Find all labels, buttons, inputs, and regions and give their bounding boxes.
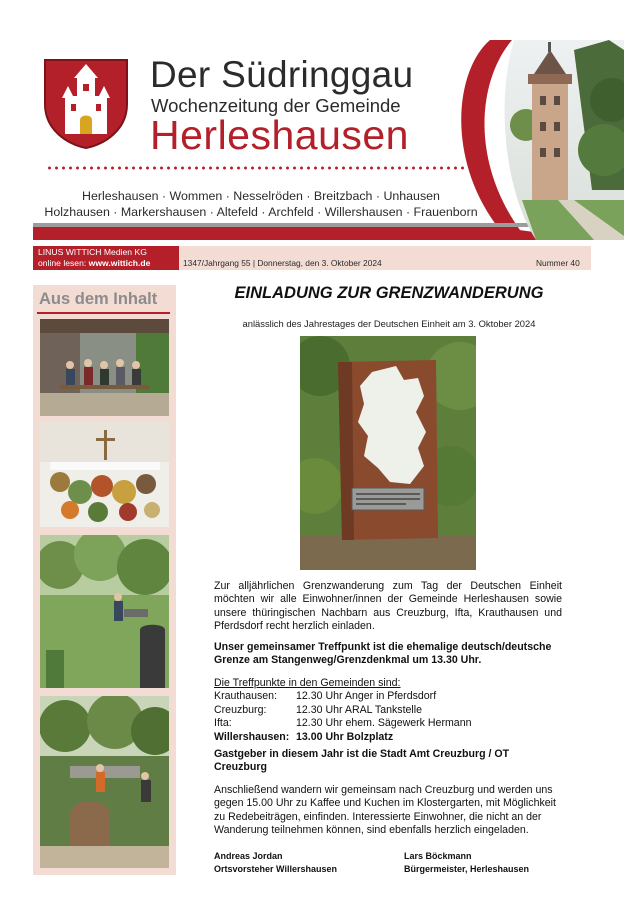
meeting-point-place: Ifta:: [214, 717, 232, 730]
meeting-point-detail: 12.30 Uhr ehem. Sägewerk Hermann: [296, 717, 472, 730]
issue-number: Nummer 40: [536, 258, 580, 268]
meeting-points-heading: [214, 677, 564, 690]
sidebar-photo-garden[interactable]: [40, 535, 169, 688]
online-label: online lesen:: [38, 258, 89, 268]
meeting-point-detail: 13.00 Uhr Bolzplatz: [296, 730, 394, 743]
sidebar-rule: [37, 312, 170, 314]
sidebar-photo-harvest[interactable]: [40, 422, 169, 527]
publisher-name: LINUS WITTICH Medien KG: [38, 247, 147, 257]
dotted-divider: [46, 166, 466, 170]
coat-of-arms: [43, 58, 129, 150]
article-subline: anlässlich des Jahrestages der Deutschen Einheit am 3. Oktober 2024: [242, 318, 536, 329]
meeting-point-place: Creuzburg:: [214, 703, 267, 716]
village-line-1: Herleshausen · Wommen · Nesselröden · Breitzbach · Unhausen: [82, 189, 440, 203]
meeting-point-row: [214, 690, 564, 703]
meeting-point-row: [214, 731, 564, 744]
issue-info: 1347/Jahrgang 55 | Donnerstag, den 3. Oktober 2024: [183, 258, 382, 268]
border-memorial-photo: [300, 336, 476, 570]
signature-right-role: Bürgermeister, Herleshausen: [404, 864, 530, 874]
signature-right: [404, 850, 529, 876]
publisher-url-link[interactable]: www.wittich.de: [88, 258, 151, 268]
article-meeting: Unser gemeinsamer Treffpunkt ist die ehemalige deutsch/deutsche Grenze am Stangenweg/Grenzdenkmal um 13.30 Uhr.: [214, 641, 552, 667]
village-list: [40, 188, 482, 220]
article-headline: EINLADUNG ZUR GRENZWANDERUNG: [234, 284, 544, 302]
castle-photo: [474, 40, 624, 240]
masthead-subtitle: Wochenzeitung der Gemeinde: [151, 95, 401, 116]
signature-right-name: Lars Böckmann: [404, 851, 472, 861]
masthead-town: Herleshausen: [150, 112, 409, 158]
village-line-2: Holzhausen · Markershausen · Altefeld · Archfeld · Willershausen · Frauenborn: [44, 205, 478, 219]
meeting-point-row: [214, 704, 564, 717]
meeting-points-heading-text: Die Treffpunkte in den Gemeinden sind:: [214, 677, 401, 689]
signature-left-name: Andreas Jordan: [214, 851, 283, 861]
meeting-point-place: Krauthausen:: [214, 690, 278, 703]
signature-left-role: Ortsvorsteher Willershausen: [214, 864, 337, 874]
sidebar-photo-shelter[interactable]: [40, 319, 169, 416]
sidebar-photo-cemetery[interactable]: [40, 696, 169, 868]
publisher-box: [33, 246, 179, 270]
meeting-point-detail: 12.30 Uhr ARAL Tankstelle: [296, 703, 423, 716]
signature-left: [214, 850, 337, 876]
meeting-point-place: Willershausen:: [214, 730, 290, 743]
article-afterwards: Anschließend wandern wir gemeinsam nach Creuzburg und werden uns gegen 15.00 Uhr zu Kaffee und Kuchen im Klostergarten, mit Möglichkeit zu Redebeiträgen, einfinden. Interessierte Einwohner, die nicht an der Wanderung teilnehmen können, sind ebenfalls herzlich eingeladen.: [214, 784, 556, 837]
sidebar-heading: Aus dem Inhalt: [39, 290, 158, 308]
meeting-points: [214, 677, 564, 744]
article-intro: Zur alljährlichen Grenzwanderung zum Tag der Deutschen Einheit möchten wir alle Einwohner/innen der Gemeinde Herleshausen sowie unsere thüringischen Nachbarn aus Creuzburg, Ifta, Krauthausen und Pferdsdorf recht herzlich einladen.: [214, 580, 562, 633]
meeting-point-detail: 12.30 Uhr Anger in Pferdsdorf: [296, 690, 437, 703]
masthead-title: Der Südringgau: [150, 54, 414, 95]
meeting-point-row: [214, 717, 564, 730]
article-host: Gastgeber in diesem Jahr ist die Stadt Amt Creuzburg / OT Creuzburg: [214, 748, 510, 774]
publisher-online: [38, 258, 174, 269]
